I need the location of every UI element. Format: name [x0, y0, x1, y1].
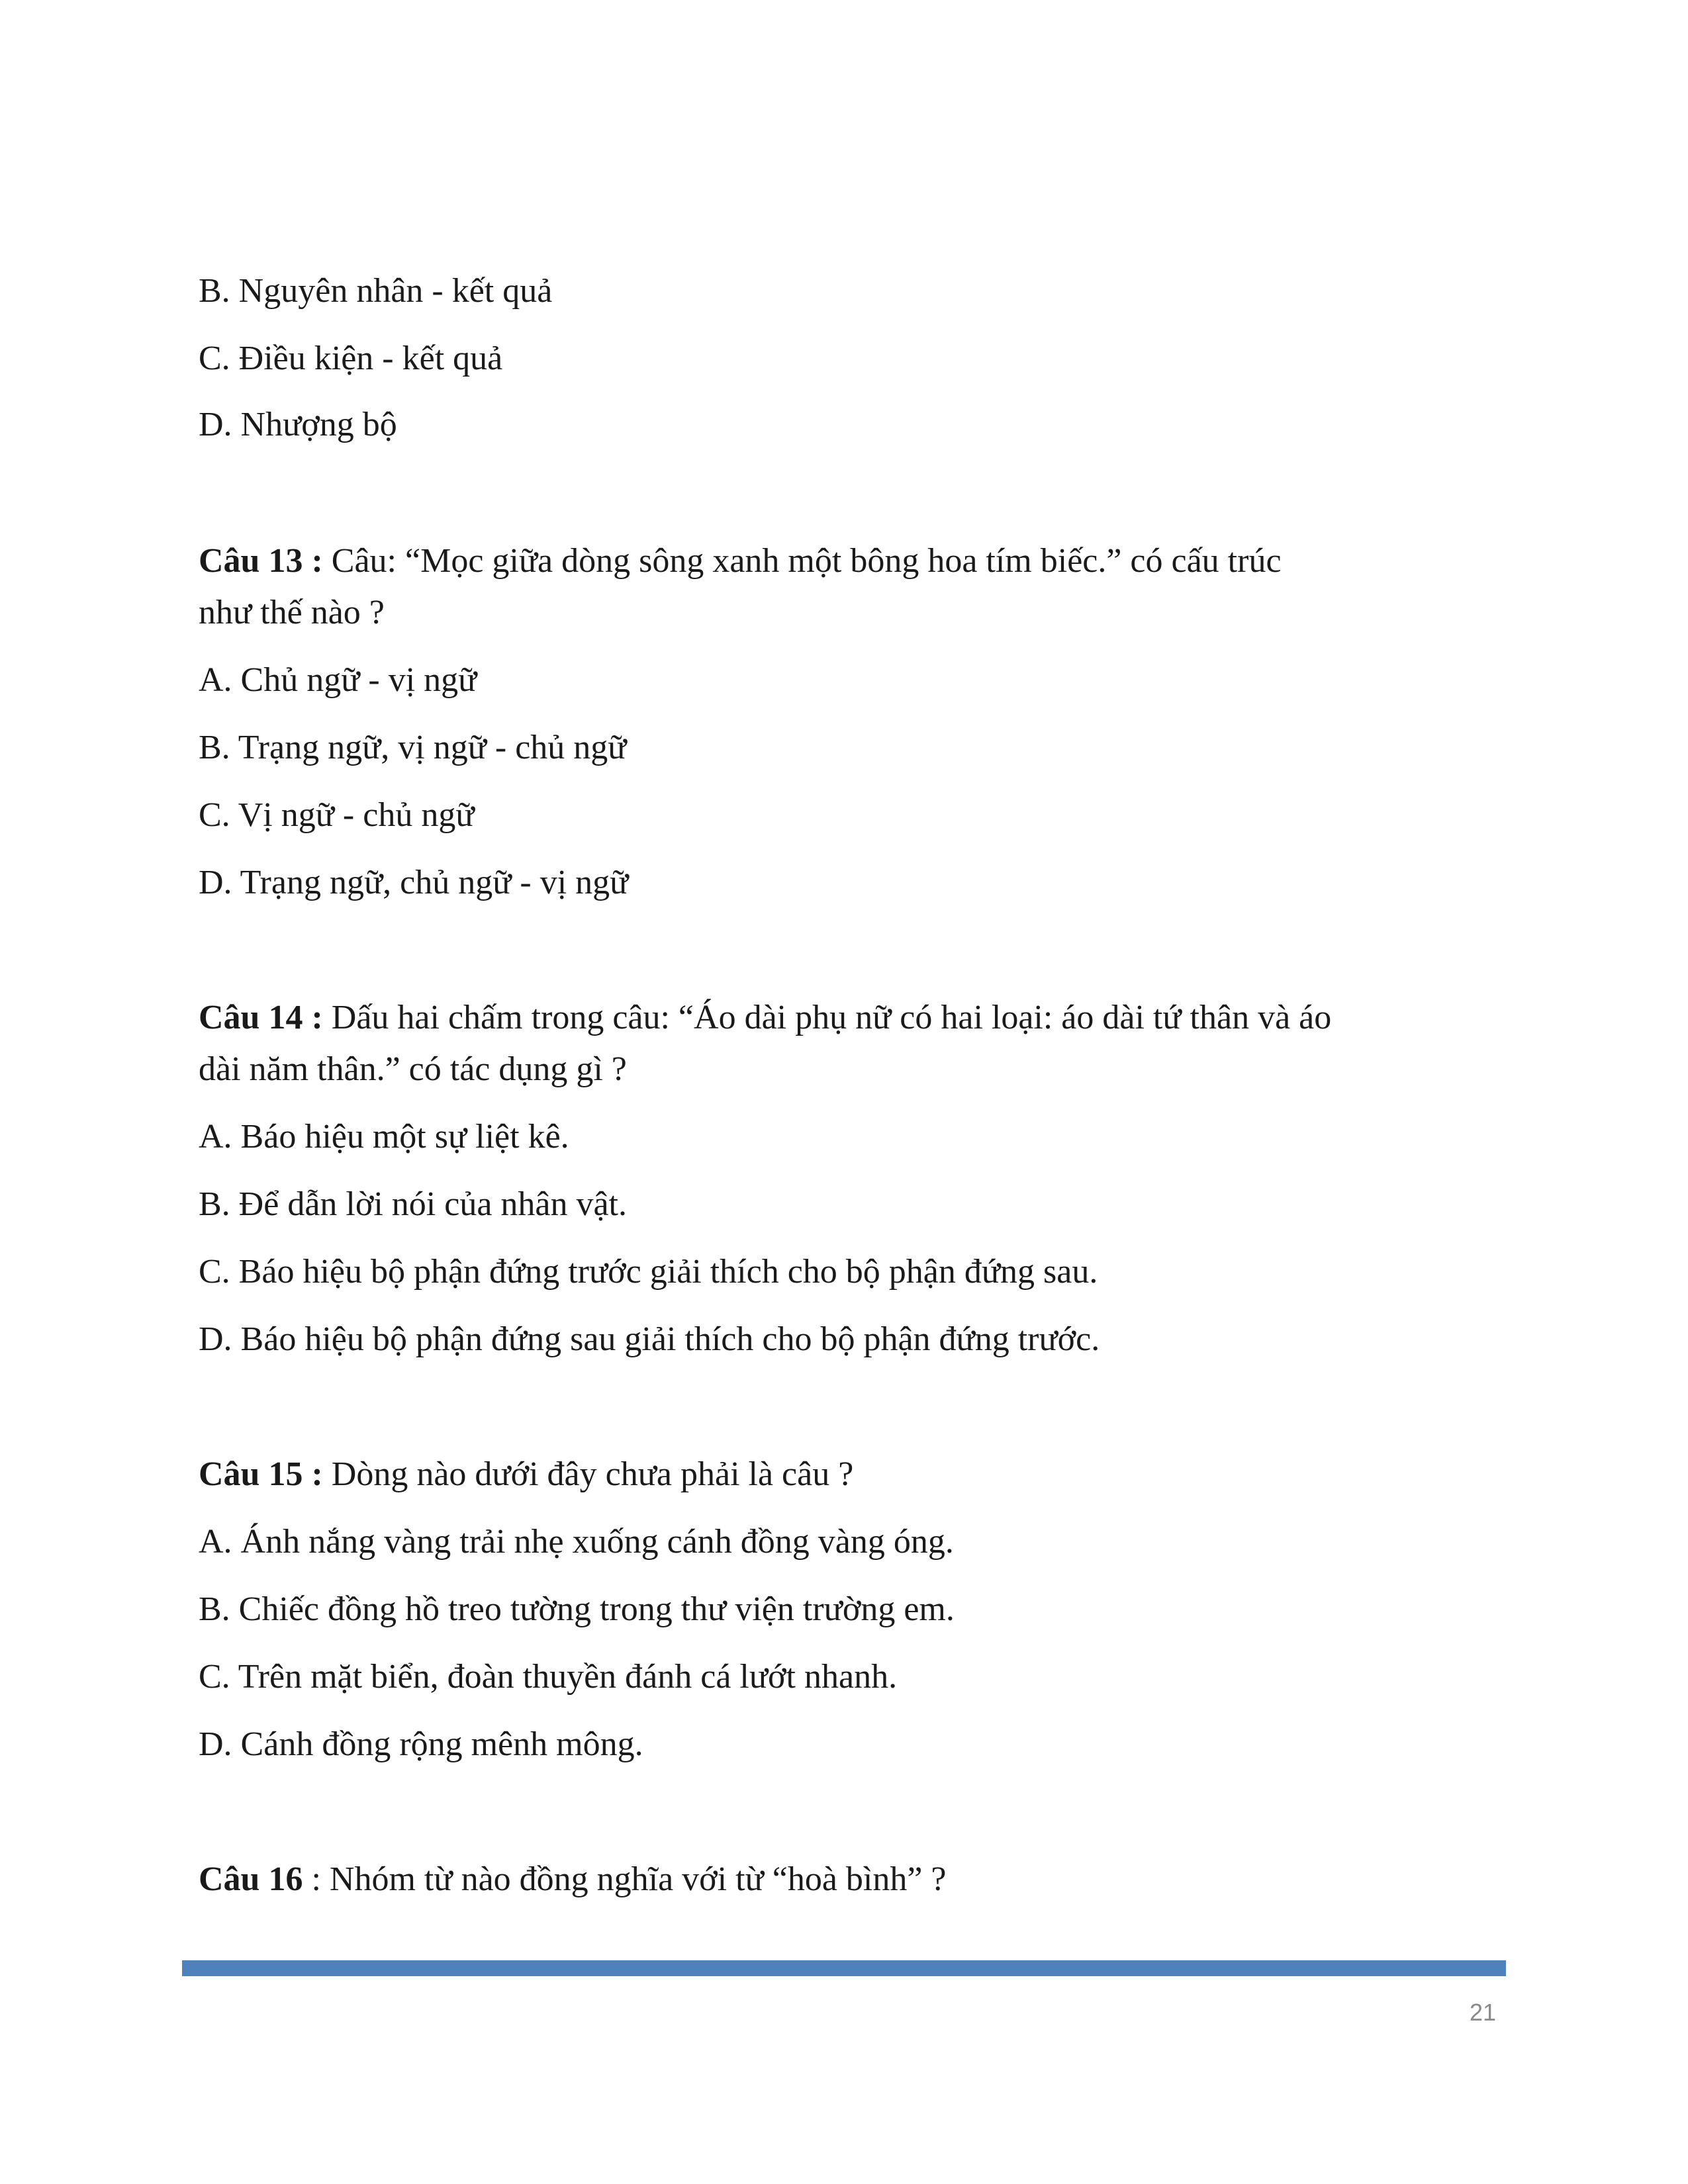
question-text: Dấu hai chấm trong câu: “Áo dài phụ nữ có hai loại: áo dài tứ thân và áo — [322, 999, 1332, 1036]
question-label: Câu 13 : — [199, 542, 323, 580]
option-text: A. Báo hiệu một sự liệt kê. — [199, 1118, 569, 1156]
option-text: A. Chủ ngữ - vị ngữ — [199, 661, 477, 699]
option-text: B. Để dẫn lời nói của nhân vật. — [199, 1185, 628, 1223]
option-text: B. Chiếc đồng hồ treo tường trong thư viện trường em. — [199, 1590, 955, 1628]
question-14 — [199, 997, 1331, 1039]
option-text: D. Nhượng bộ — [199, 406, 397, 443]
option-text: C. Vị ngữ - chủ ngữ — [199, 796, 475, 834]
option-text: C. Điều kiện - kết quả — [199, 340, 503, 377]
question-text: : Nhóm từ nào đồng nghĩa với từ “hoà bình” ? — [303, 1860, 947, 1898]
question-text: Dòng nào dưới đây chưa phải là câu ? — [322, 1455, 854, 1493]
question-label: Câu 14 : — [199, 999, 323, 1036]
option-text: C. Trên mặt biển, đoàn thuyền đánh cá lướt nhanh. — [199, 1658, 898, 1696]
question-label: Câu 16 — [199, 1860, 303, 1898]
option-text: B. Nguyên nhân - kết quả — [199, 272, 553, 310]
question-text: Câu: “Mọc giữa dòng sông xanh một bông hoa tím biếc.” có cấu trúc — [322, 542, 1282, 580]
question-text-continued: dài năm thân.” có tác dụng gì ? — [199, 1050, 627, 1088]
footer-rule — [182, 1960, 1506, 1976]
question-15 — [199, 1453, 853, 1496]
question-text-continued: như thế nào ? — [199, 594, 385, 631]
option-text: C. Báo hiệu bộ phận đứng trước giải thích cho bộ phận đứng sau. — [199, 1253, 1098, 1291]
option-text: D. Trạng ngữ, chủ ngữ - vị ngữ — [199, 864, 629, 901]
option-text: D. Báo hiệu bộ phận đứng sau giải thích cho bộ phận đứng trước. — [199, 1320, 1100, 1358]
question-13 — [199, 540, 1282, 582]
question-16 — [199, 1858, 947, 1901]
option-text: D. Cánh đồng rộng mênh mông. — [199, 1725, 643, 1763]
option-text: A. Ánh nắng vàng trải nhẹ xuống cánh đồng vàng óng. — [199, 1523, 954, 1561]
option-text: B. Trạng ngữ, vị ngữ - chủ ngữ — [199, 729, 627, 766]
page-number: 21 — [1469, 1999, 1496, 2026]
question-label: Câu 15 : — [199, 1455, 323, 1493]
